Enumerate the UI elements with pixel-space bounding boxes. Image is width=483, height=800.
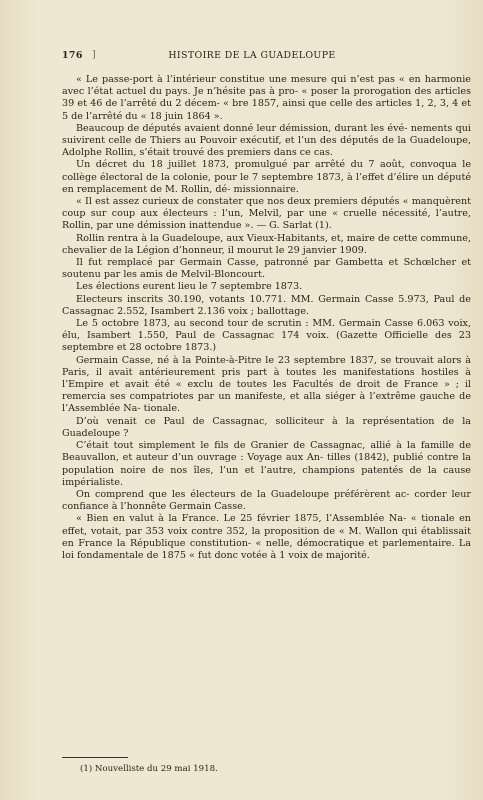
footnote: (1) Nouvelliste du 29 mai 1918. [80, 764, 218, 774]
paragraph: C’était tout simplement le fils de Granier de Cassagnac, allié à la famille de Beauvallon, et auteur d’un ouvrage : Voyage aux An- tilles (1842), publié contre la population noire de nos îles, l’un et l’autre, champions patentés de la cause impérialiste. [62, 440, 471, 488]
paragraph: « Le passe-port à l’intérieur constitue une mesure qui n’est pas « en harmonie avec l’état actuel du pays. Je n’hésite pas à pro- « poser la prorogation des articles 39 et 46 de l’arrêté du 2 décem- « bre 1857, ainsi que celle des articles 1, 2, 3, 4 et 5 de l’arrêté du « 18 juin 1864 ». [62, 74, 471, 122]
paragraph: Germain Casse, né à la Pointe-à-Pitre le 23 septembre 1837, se trouvait alors à Paris, il avait antérieurement pris part à toutes les manifestations hostiles à l’Empire et avait été « exclu de toutes les Facultés de droit de France » ; il remercia ses compatriotes par un manifeste, et alla siéger à l’extrême gauche de l’Assemblée Na- tionale. [62, 354, 471, 415]
paragraph: Les élections eurent lieu le 7 septembre 1873. [76, 281, 303, 293]
page-body [62, 74, 471, 562]
footnote-rule [62, 757, 128, 758]
paragraph: « Bien en valut à la France. Le 25 février 1875, l’Assemblée Na- « tionale en effet, votait, par 353 voix contre 352, la proposition de « M. Wallon qui établissait en France la République constitution- « nelle, démocratique et parlementaire. La loi fondamentale de 1875 « fut donc votée à 1 voix de majorité. [62, 513, 471, 561]
page-header [62, 50, 442, 66]
page-number: 176 [62, 50, 83, 61]
paragraph: D’où venait ce Paul de Cassagnac, solliciteur à la représentation de la Guadeloupe ? [62, 415, 471, 439]
paragraph: Beaucoup de députés avaient donné leur démission, durant les évé- nements qui suivirent celle de Thiers au Pouvoir exécutif, et l’un des députés de la Guadeloupe, Adolphe Rollin, s’était trouvé des premiers dans ce cas. [62, 122, 471, 159]
running-title: HISTOIRE DE LA GUADELOUPE [168, 50, 336, 61]
margin-mark: ] [92, 49, 97, 60]
paragraph: Un décret du 18 juillet 1873, promulgué par arrêté du 7 août, convoqua le collège électoral de la colonie, pour le 7 septembre 1873, à l’effet d’élire un député en remplacement de M. Rollin, dé- missionnaire. [62, 159, 471, 195]
paragraph: « Il est assez curieux de constater que nos deux premiers députés « manquèrent coup sur coup aux électeurs : l’un, Melvil, par une « cruelle nécessité, l’autre, Rollin, par une démission inattendue ». — G. Sarlat (1). [62, 196, 471, 232]
paragraph: Electeurs inscrits 30.190, votants 10.771. MM. Germain Casse 5.973, Paul de Cassagnac 2.552, Isambert 2.136 voix ; ballottage. [62, 293, 471, 317]
paragraph: Rollin rentra à la Guadeloupe, aux Vieux-Habitants, et, maire de cette commune, chevalier de la Légion d’honneur, il mourut le 29 janvier 1909. [62, 232, 471, 256]
paragraph: Il fut remplacé par Germain Casse, patronné par Gambetta et Schœlcher et soutenu par les amis de Melvil-Bloncourt. [62, 257, 471, 281]
paragraph: On comprend que les électeurs de la Guadeloupe préférèrent ac- corder leur confiance à l’honnête Germain Casse. [62, 488, 471, 513]
paragraph: Le 5 octobre 1873, au second tour de scrutin : MM. Germain Casse 6.063 voix, élu, Isambert 1.550, Paul de Cassagnac 174 voix. (Gazette Officielle des 23 septembre et 28 octobre 1873.) [62, 318, 471, 354]
